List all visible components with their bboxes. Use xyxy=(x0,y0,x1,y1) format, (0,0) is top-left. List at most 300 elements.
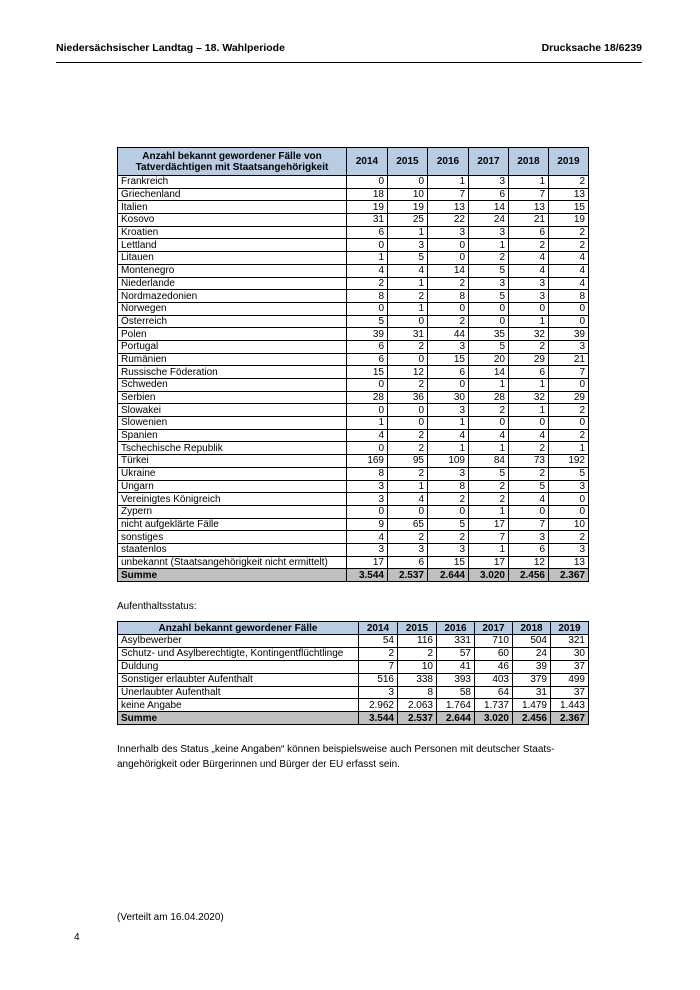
cell-value: 7 xyxy=(469,531,509,544)
column-header-year: 2017 xyxy=(469,148,509,176)
row-label: Russische Föderation xyxy=(118,366,347,379)
cell-value: 3 xyxy=(469,226,509,239)
cell-value: 6 xyxy=(469,188,509,201)
residence-status-caption: Aufenthaltsstatus: xyxy=(117,601,197,612)
cell-value: 58 xyxy=(437,686,475,699)
row-label: Summe xyxy=(118,712,359,725)
cell-value: 0 xyxy=(469,315,509,328)
cell-value: 65 xyxy=(388,518,428,531)
row-label: Schweden xyxy=(118,379,347,392)
cell-value: 24 xyxy=(513,647,551,660)
cell-value: 3.020 xyxy=(469,569,509,582)
cell-value: 1 xyxy=(428,417,469,430)
cell-value: 30 xyxy=(428,391,469,404)
cell-value: 13 xyxy=(549,556,589,569)
table-row xyxy=(118,404,589,417)
column-header-year: 2016 xyxy=(428,148,469,176)
row-label: Serbien xyxy=(118,391,347,404)
cell-value: 0 xyxy=(388,404,428,417)
cell-value: 3 xyxy=(549,340,589,353)
cell-value: 6 xyxy=(347,340,388,353)
row-label: keine Angabe xyxy=(118,699,359,712)
cell-value: 17 xyxy=(469,556,509,569)
cell-value: 4 xyxy=(549,277,589,290)
cell-value: 3 xyxy=(428,340,469,353)
cell-value: 3.544 xyxy=(359,712,398,725)
cell-value: 3 xyxy=(549,543,589,556)
cell-value: 5 xyxy=(388,252,428,265)
cell-value: 4 xyxy=(509,252,549,265)
cell-value: 73 xyxy=(509,455,549,468)
table-row xyxy=(118,455,589,468)
cell-value: 3 xyxy=(469,176,509,189)
table-row xyxy=(118,353,589,366)
table-row xyxy=(118,239,589,252)
cell-value: 0 xyxy=(469,417,509,430)
cell-value: 2 xyxy=(509,467,549,480)
cell-value: 2 xyxy=(428,531,469,544)
cell-value: 0 xyxy=(347,379,388,392)
cell-value: 22 xyxy=(428,214,469,227)
cell-value: 64 xyxy=(475,686,513,699)
table-row xyxy=(118,391,589,404)
row-label: Nordmazedonien xyxy=(118,290,347,303)
row-label: Italien xyxy=(118,201,347,214)
cell-value: 4 xyxy=(509,493,549,506)
cell-value: 4 xyxy=(549,264,589,277)
cell-value: 1 xyxy=(347,417,388,430)
cell-value: 39 xyxy=(549,328,589,341)
cell-value: 0 xyxy=(549,379,589,392)
cell-value: 14 xyxy=(428,264,469,277)
row-label: Zypern xyxy=(118,505,347,518)
column-header-year: 2014 xyxy=(359,622,398,635)
cell-value: 2 xyxy=(549,176,589,189)
table-header-row xyxy=(118,622,589,635)
cell-value: 24 xyxy=(469,214,509,227)
cell-value: 7 xyxy=(509,518,549,531)
cell-value: 2.644 xyxy=(428,569,469,582)
cell-value: 54 xyxy=(359,635,398,648)
row-label: Portugal xyxy=(118,340,347,353)
table-row xyxy=(118,493,589,506)
cell-value: 1 xyxy=(509,315,549,328)
cell-value: 0 xyxy=(388,353,428,366)
cell-value: 13 xyxy=(549,188,589,201)
row-label: Duldung xyxy=(118,660,359,673)
cell-value: 0 xyxy=(549,493,589,506)
residence-status-table xyxy=(117,621,589,725)
cell-value: 6 xyxy=(347,353,388,366)
cell-value: 8 xyxy=(347,290,388,303)
cell-value: 0 xyxy=(428,302,469,315)
cell-value: 4 xyxy=(347,531,388,544)
table-row xyxy=(118,543,589,556)
cell-value: 7 xyxy=(549,366,589,379)
cell-value: 0 xyxy=(549,505,589,518)
table-row xyxy=(118,176,589,189)
row-label: Asylbewerber xyxy=(118,635,359,648)
cell-value: 4 xyxy=(509,429,549,442)
row-label: Österreich xyxy=(118,315,347,328)
cell-value: 2.456 xyxy=(509,569,549,582)
column-header-year: 2014 xyxy=(347,148,388,176)
cell-value: 8 xyxy=(347,467,388,480)
cell-value: 7 xyxy=(509,188,549,201)
cell-value: 1 xyxy=(388,480,428,493)
cell-value: 6 xyxy=(509,543,549,556)
cell-value: 5 xyxy=(549,467,589,480)
cell-value: 1.764 xyxy=(437,699,475,712)
cell-value: 4 xyxy=(347,264,388,277)
table-row xyxy=(118,252,589,265)
column-header-category: Anzahl bekannt gewordener Fälle von Tatverdächtigen mit Staatsangehörigkeit xyxy=(118,148,347,176)
page-number: 4 xyxy=(74,932,80,943)
row-label: nicht aufgeklärte Fälle xyxy=(118,518,347,531)
cell-value: 2 xyxy=(469,252,509,265)
table-row xyxy=(118,315,589,328)
row-label: Ukraine xyxy=(118,467,347,480)
row-label: Slowakei xyxy=(118,404,347,417)
table-row xyxy=(118,467,589,480)
row-label: Vereinigtes Königreich xyxy=(118,493,347,506)
column-header-year: 2018 xyxy=(513,622,551,635)
cell-value: 0 xyxy=(347,404,388,417)
cell-value: 4 xyxy=(549,252,589,265)
cell-value: 18 xyxy=(347,188,388,201)
cell-value: 4 xyxy=(428,429,469,442)
row-label: Lettland xyxy=(118,239,347,252)
row-label: Unerlaubter Aufenthalt xyxy=(118,686,359,699)
row-label: Ungarn xyxy=(118,480,347,493)
cell-value: 7 xyxy=(428,188,469,201)
cell-value: 5 xyxy=(469,290,509,303)
cell-value: 8 xyxy=(428,480,469,493)
cell-value: 1 xyxy=(509,176,549,189)
table-row xyxy=(118,264,589,277)
table-row xyxy=(118,531,589,544)
table-row xyxy=(118,328,589,341)
cell-value: 29 xyxy=(509,353,549,366)
cell-value: 29 xyxy=(549,391,589,404)
cell-value: 60 xyxy=(475,647,513,660)
footnote-text: Innerhalb des Status „keine Angaben“ können beispielsweise auch Personen mit deutscher Staatsangehörigkeit oder Bürgerinnen und Bürger der EU erfasst sein. xyxy=(117,744,555,770)
cell-value: 6 xyxy=(347,226,388,239)
cell-value: 1 xyxy=(469,442,509,455)
cell-value: 516 xyxy=(359,673,398,686)
cell-value: 3 xyxy=(469,277,509,290)
cell-value: 19 xyxy=(347,201,388,214)
cell-value: 3 xyxy=(428,467,469,480)
cell-value: 116 xyxy=(398,635,437,648)
table-row xyxy=(118,226,589,239)
table-row xyxy=(118,635,589,648)
cell-value: 0 xyxy=(388,417,428,430)
row-label: Niederlande xyxy=(118,277,347,290)
cell-value: 2 xyxy=(388,467,428,480)
row-label: Frankreich xyxy=(118,176,347,189)
table-row xyxy=(118,442,589,455)
table-row xyxy=(118,429,589,442)
cell-value: 31 xyxy=(388,328,428,341)
cell-value: 2 xyxy=(469,493,509,506)
cell-value: 1 xyxy=(388,226,428,239)
table-row xyxy=(118,660,589,673)
table-row xyxy=(118,214,589,227)
cell-value: 44 xyxy=(428,328,469,341)
cell-value: 379 xyxy=(513,673,551,686)
cell-value: 3 xyxy=(388,543,428,556)
column-header-year: 2017 xyxy=(475,622,513,635)
cell-value: 3 xyxy=(509,531,549,544)
cell-value: 32 xyxy=(509,328,549,341)
table-row xyxy=(118,201,589,214)
cell-value: 8 xyxy=(428,290,469,303)
page-header xyxy=(56,40,642,63)
cell-value: 20 xyxy=(469,353,509,366)
cell-value: 3 xyxy=(428,543,469,556)
cell-value: 2 xyxy=(549,404,589,417)
cell-value: 393 xyxy=(437,673,475,686)
cell-value: 2 xyxy=(359,647,398,660)
cell-value: 15 xyxy=(347,366,388,379)
cell-value: 192 xyxy=(549,455,589,468)
cell-value: 8 xyxy=(398,686,437,699)
cell-value: 19 xyxy=(549,214,589,227)
cell-value: 19 xyxy=(388,201,428,214)
cell-value: 2.644 xyxy=(437,712,475,725)
sum-row xyxy=(118,569,589,582)
cell-value: 3 xyxy=(509,290,549,303)
cell-value: 31 xyxy=(513,686,551,699)
table-row xyxy=(118,379,589,392)
table-row xyxy=(118,277,589,290)
column-header-year: 2019 xyxy=(551,622,589,635)
cell-value: 2 xyxy=(509,442,549,455)
cell-value: 8 xyxy=(549,290,589,303)
column-header-year: 2019 xyxy=(549,148,589,176)
table-row xyxy=(118,480,589,493)
cell-value: 0 xyxy=(347,239,388,252)
cell-value: 0 xyxy=(388,505,428,518)
cell-value: 17 xyxy=(469,518,509,531)
cell-value: 1 xyxy=(347,252,388,265)
cell-value: 0 xyxy=(347,505,388,518)
cell-value: 13 xyxy=(428,201,469,214)
cell-value: 0 xyxy=(428,505,469,518)
row-label: Kosovo xyxy=(118,214,347,227)
cell-value: 1 xyxy=(469,239,509,252)
table-row xyxy=(118,505,589,518)
cell-value: 5 xyxy=(347,315,388,328)
row-label: Slowenien xyxy=(118,417,347,430)
table-row xyxy=(118,417,589,430)
column-header-year: 2015 xyxy=(388,148,428,176)
row-label: Türkei xyxy=(118,455,347,468)
cell-value: 0 xyxy=(509,417,549,430)
cell-value: 2 xyxy=(509,340,549,353)
cell-value: 1.443 xyxy=(551,699,589,712)
row-label: Griechenland xyxy=(118,188,347,201)
cell-value: 46 xyxy=(475,660,513,673)
document-number: Drucksache 18/6239 xyxy=(541,42,642,54)
cell-value: 3 xyxy=(388,239,428,252)
cell-value: 2 xyxy=(388,531,428,544)
cell-value: 5 xyxy=(469,467,509,480)
row-label: Norwegen xyxy=(118,302,347,315)
cell-value: 2 xyxy=(388,290,428,303)
cell-value: 2 xyxy=(509,239,549,252)
cell-value: 0 xyxy=(549,315,589,328)
cell-value: 0 xyxy=(428,252,469,265)
row-label: Summe xyxy=(118,569,347,582)
cell-value: 338 xyxy=(398,673,437,686)
table-row xyxy=(118,647,589,660)
cell-value: 0 xyxy=(549,302,589,315)
cell-value: 0 xyxy=(509,505,549,518)
cell-value: 2 xyxy=(388,442,428,455)
cell-value: 0 xyxy=(428,379,469,392)
cell-value: 10 xyxy=(388,188,428,201)
cell-value: 0 xyxy=(428,239,469,252)
cell-value: 710 xyxy=(475,635,513,648)
cell-value: 2 xyxy=(388,429,428,442)
cell-value: 10 xyxy=(549,518,589,531)
cell-value: 0 xyxy=(347,302,388,315)
cell-value: 2 xyxy=(428,315,469,328)
cell-value: 39 xyxy=(513,660,551,673)
table-row xyxy=(118,302,589,315)
cell-value: 3 xyxy=(428,404,469,417)
table-header-row xyxy=(118,148,589,176)
cell-value: 25 xyxy=(388,214,428,227)
cell-value: 1.737 xyxy=(475,699,513,712)
row-label: Kroatien xyxy=(118,226,347,239)
cell-value: 6 xyxy=(509,226,549,239)
cell-value: 37 xyxy=(551,686,589,699)
cell-value: 41 xyxy=(437,660,475,673)
cell-value: 9 xyxy=(347,518,388,531)
cell-value: 1 xyxy=(549,442,589,455)
cell-value: 36 xyxy=(388,391,428,404)
cell-value: 499 xyxy=(551,673,589,686)
table-row xyxy=(118,366,589,379)
cell-value: 0 xyxy=(388,315,428,328)
cell-value: 1 xyxy=(388,277,428,290)
table-row xyxy=(118,518,589,531)
cell-value: 4 xyxy=(347,429,388,442)
cell-value: 21 xyxy=(549,353,589,366)
row-label: staatenlos xyxy=(118,543,347,556)
cell-value: 3 xyxy=(509,277,549,290)
cell-value: 10 xyxy=(398,660,437,673)
cell-value: 2 xyxy=(428,277,469,290)
cell-value: 504 xyxy=(513,635,551,648)
row-label: unbekannt (Staatsangehörigkeit nicht ermittelt) xyxy=(118,556,347,569)
cell-value: 37 xyxy=(551,660,589,673)
cell-value: 2.367 xyxy=(551,712,589,725)
cell-value: 2.537 xyxy=(398,712,437,725)
cell-value: 32 xyxy=(509,391,549,404)
cell-value: 28 xyxy=(469,391,509,404)
cell-value: 57 xyxy=(437,647,475,660)
row-label: Polen xyxy=(118,328,347,341)
cell-value: 15 xyxy=(428,556,469,569)
row-label: Schutz- und Asylberechtigte, Kontingentflüchtlinge xyxy=(118,647,359,660)
cell-value: 6 xyxy=(388,556,428,569)
cell-value: 3 xyxy=(347,480,388,493)
cell-value: 2 xyxy=(388,379,428,392)
cell-value: 403 xyxy=(475,673,513,686)
cell-value: 3 xyxy=(359,686,398,699)
cell-value: 14 xyxy=(469,201,509,214)
cell-value: 2 xyxy=(398,647,437,660)
cell-value: 1 xyxy=(388,302,428,315)
cell-value: 0 xyxy=(549,417,589,430)
cell-value: 2 xyxy=(469,480,509,493)
cell-value: 15 xyxy=(428,353,469,366)
cell-value: 0 xyxy=(347,442,388,455)
cell-value: 15 xyxy=(549,201,589,214)
column-header-year: 2016 xyxy=(437,622,475,635)
cell-value: 1 xyxy=(509,404,549,417)
row-label: Sonstiger erlaubter Aufenthalt xyxy=(118,673,359,686)
table-row xyxy=(118,556,589,569)
row-label: Litauen xyxy=(118,252,347,265)
cell-value: 5 xyxy=(469,264,509,277)
sum-row xyxy=(118,712,589,725)
cell-value: 2.962 xyxy=(359,699,398,712)
cell-value: 17 xyxy=(347,556,388,569)
row-label: Rumänien xyxy=(118,353,347,366)
cell-value: 3 xyxy=(347,493,388,506)
cell-value: 2 xyxy=(469,404,509,417)
cell-value: 12 xyxy=(509,556,549,569)
cell-value: 1 xyxy=(469,505,509,518)
cell-value: 321 xyxy=(551,635,589,648)
cell-value: 2.367 xyxy=(549,569,589,582)
cell-value: 6 xyxy=(509,366,549,379)
cell-value: 2.063 xyxy=(398,699,437,712)
cell-value: 5 xyxy=(469,340,509,353)
cell-value: 1 xyxy=(509,379,549,392)
cell-value: 84 xyxy=(469,455,509,468)
table-row xyxy=(118,188,589,201)
cell-value: 3 xyxy=(428,226,469,239)
table-row xyxy=(118,673,589,686)
nationality-table xyxy=(117,147,589,582)
cell-value: 0 xyxy=(347,176,388,189)
parliament-title: Niedersächsischer Landtag – 18. Wahlperiode xyxy=(56,42,285,54)
table-row xyxy=(118,290,589,303)
cell-value: 3.544 xyxy=(347,569,388,582)
table-row xyxy=(118,686,589,699)
row-label: sonstiges xyxy=(118,531,347,544)
cell-value: 21 xyxy=(509,214,549,227)
cell-value: 109 xyxy=(428,455,469,468)
cell-value: 28 xyxy=(347,391,388,404)
cell-value: 1 xyxy=(469,379,509,392)
cell-value: 4 xyxy=(388,493,428,506)
cell-value: 1 xyxy=(428,442,469,455)
cell-value: 3 xyxy=(347,543,388,556)
cell-value: 31 xyxy=(347,214,388,227)
cell-value: 1.479 xyxy=(513,699,551,712)
cell-value: 6 xyxy=(428,366,469,379)
cell-value: 30 xyxy=(551,647,589,660)
cell-value: 1 xyxy=(428,176,469,189)
column-header-year: 2018 xyxy=(509,148,549,176)
